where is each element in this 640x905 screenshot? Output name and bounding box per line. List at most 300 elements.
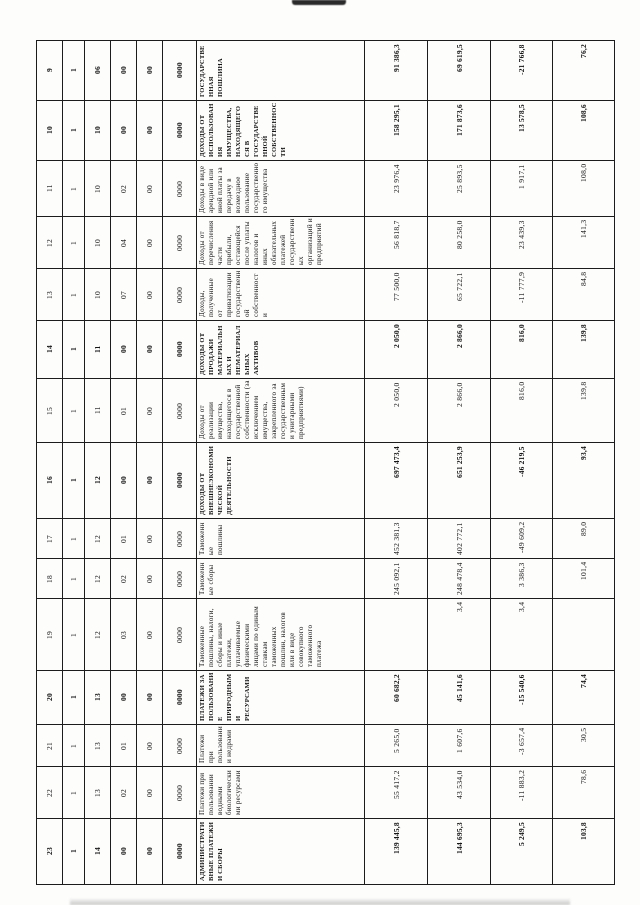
classification-code-cell <box>163 671 197 725</box>
classification-code-cell <box>63 217 85 269</box>
classification-code-cell <box>163 819 197 885</box>
value-cell <box>365 41 428 101</box>
classification-code-cell <box>163 443 197 519</box>
value-cell <box>491 671 553 725</box>
cell-text: ГОСУДАРСТВЕННАЯ ПОШЛИНА <box>199 45 224 97</box>
classification-code-cell <box>85 217 111 269</box>
classification-code-cell <box>63 41 85 101</box>
classification-code-cell <box>85 379 111 443</box>
cell-text: 139 445,8 <box>391 822 401 854</box>
cell-text: -46 219,5 <box>517 446 526 477</box>
classification-code-cell <box>85 767 111 819</box>
value-cell <box>365 269 428 321</box>
cell-text: 103,8 <box>579 822 588 840</box>
cell-text: 69 619,5 <box>454 44 464 72</box>
cell-text: 3,4 <box>454 602 464 613</box>
cell-text: 17 <box>45 534 54 543</box>
cell-text: 43 534,0 <box>454 770 464 799</box>
row-number-cell <box>37 379 63 443</box>
classification-code-cell <box>85 725 111 767</box>
value-cell <box>365 819 428 885</box>
cell-text: 45 141,6 <box>454 674 464 702</box>
value-cell <box>491 321 553 379</box>
value-cell <box>428 725 491 767</box>
cell-text: Доходы в виде арендной или иной платы за передачу в возмездное пользование государственного имущества <box>198 162 269 213</box>
classification-code-cell <box>111 321 137 379</box>
cell-text: 12 <box>93 534 102 543</box>
classification-code-cell <box>111 379 137 443</box>
cell-text: 91 386,3 <box>391 44 401 72</box>
cell-text: 816,0 <box>517 382 526 401</box>
cell-text: 12 <box>93 574 102 583</box>
cell-text: -21 766,8 <box>517 44 526 75</box>
cell-text: 10 <box>93 290 102 299</box>
classification-code-cell <box>111 599 137 671</box>
value-cell <box>553 671 615 725</box>
value-cell <box>491 101 553 161</box>
value-cell <box>365 101 428 161</box>
cell-text: 23 <box>45 847 54 856</box>
value-cell <box>491 599 553 671</box>
classification-code-cell <box>111 819 137 885</box>
value-cell <box>553 321 615 379</box>
classification-code-cell <box>163 767 197 819</box>
value-cell <box>428 321 491 379</box>
cell-text: 1 <box>69 743 78 748</box>
cell-text: 21 <box>45 741 54 750</box>
classification-code-cell <box>85 519 111 559</box>
cell-text: 0000 <box>175 180 184 197</box>
value-cell <box>491 41 553 101</box>
classification-code-cell <box>163 321 197 379</box>
item-name-cell <box>197 379 365 443</box>
cell-text: 108,6 <box>579 104 588 122</box>
cell-text: 13 <box>93 693 102 702</box>
cell-text: Таможенные пошлины <box>198 522 224 555</box>
cell-text: 144 695,3 <box>454 822 464 854</box>
row-number-cell <box>37 819 63 885</box>
cell-text: 141,3 <box>579 220 588 239</box>
cell-text: 697 473,4 <box>391 446 401 478</box>
value-cell <box>365 443 428 519</box>
item-name-cell <box>197 41 365 101</box>
cell-text: 01 <box>119 741 128 750</box>
cell-text: 10 <box>45 126 54 135</box>
cell-text: ДОХОДЫ ОТ ПРОДАЖИ МАТЕРИАЛЬНЫХ И НЕМАТЕРИАЛЬНЫХ АКТИВОВ <box>199 325 260 375</box>
cell-text: 1 <box>69 478 78 483</box>
row-number-cell <box>37 161 63 217</box>
classification-code-cell <box>111 101 137 161</box>
cell-text: -15 540,6 <box>517 674 526 705</box>
cell-text: 76,2 <box>579 44 588 58</box>
cell-text: 12 <box>93 476 102 485</box>
cell-text: 56 818,7 <box>391 220 401 249</box>
value-cell <box>553 519 615 559</box>
cell-text: 00 <box>145 345 154 354</box>
cell-text: Доходы, полученные от приватизации государственной собственности <box>198 270 269 317</box>
cell-text: 14 <box>93 847 102 856</box>
value-cell <box>428 41 491 101</box>
classification-code-cell <box>111 767 137 819</box>
cell-text: 30,5 <box>579 728 588 743</box>
item-name-cell <box>197 671 365 725</box>
classification-code-cell <box>63 671 85 725</box>
classification-code-cell <box>137 217 163 269</box>
value-cell <box>428 379 491 443</box>
value-cell <box>428 559 491 599</box>
classification-code-cell <box>137 443 163 519</box>
classification-code-cell <box>85 559 111 599</box>
value-cell <box>491 269 553 321</box>
value-cell <box>365 671 428 725</box>
cell-text: 02 <box>119 788 128 797</box>
row-number-cell <box>37 599 63 671</box>
cell-text: 00 <box>145 184 154 193</box>
value-cell <box>365 161 428 217</box>
cell-text: 0000 <box>175 737 184 754</box>
classification-code-cell <box>63 519 85 559</box>
cell-text: 00 <box>145 66 154 75</box>
cell-text: 5 265,0 <box>391 728 401 753</box>
value-cell <box>491 767 553 819</box>
value-cell <box>365 559 428 599</box>
classification-code-cell <box>63 559 85 599</box>
value-cell <box>428 519 491 559</box>
value-cell <box>491 725 553 767</box>
cell-text: 03 <box>119 630 128 639</box>
cell-text: 651 253,9 <box>454 446 464 478</box>
cell-text: -11 777,9 <box>517 272 526 304</box>
cell-text: 0000 <box>175 286 184 303</box>
value-cell <box>428 217 491 269</box>
cell-text: Доходы от перечисления части прибыли, остающейся после уплаты налогов и иных обязательных платежей государственных организаций и предприятий <box>198 218 323 265</box>
classification-code-cell <box>163 559 197 599</box>
cell-text: 00 <box>145 290 154 299</box>
cell-text: 00 <box>145 741 154 750</box>
classification-code-cell <box>85 161 111 217</box>
classification-code-cell <box>137 269 163 321</box>
classification-code-cell <box>137 519 163 559</box>
row-number-cell <box>37 101 63 161</box>
cell-text: 20 <box>45 693 54 702</box>
cell-text: 00 <box>119 126 128 135</box>
cell-text: ДОХОДЫ ОТ ВНЕШНЕЭКОНОМИЧЕСКОЙ ДЕЯТЕЛЬНОСТИ <box>199 445 233 515</box>
value-cell <box>553 725 615 767</box>
value-cell <box>553 379 615 443</box>
cell-text: 00 <box>145 630 154 639</box>
cell-text: 0000 <box>175 784 184 801</box>
value-cell <box>428 269 491 321</box>
cell-text: 1 <box>69 408 78 413</box>
cell-text: 1 <box>69 128 78 133</box>
classification-code-cell <box>111 443 137 519</box>
row-number-cell <box>37 767 63 819</box>
classification-code-cell <box>63 725 85 767</box>
classification-code-cell <box>163 519 197 559</box>
cell-text: 139,8 <box>579 382 588 401</box>
cell-text: 0000 <box>175 122 184 139</box>
cell-text: 00 <box>119 476 128 485</box>
cell-text: 19 <box>45 630 54 639</box>
cell-text: 0000 <box>175 689 184 706</box>
cell-text: Таможенные пошлины, налоги, сборы и иные платежи, уплачиваемые физическими лицами по единым ставкам таможенных пошлин, налогов или в виде совокупного таможенного платежа <box>198 605 323 667</box>
cell-text: 13 <box>45 290 54 299</box>
row-number-cell <box>37 725 63 767</box>
cell-text: 84,8 <box>579 272 588 287</box>
classification-code-cell <box>137 101 163 161</box>
row-number-cell <box>37 519 63 559</box>
value-cell <box>428 161 491 217</box>
classification-code-cell <box>63 443 85 519</box>
value-cell <box>491 161 553 217</box>
cell-text: 1 <box>69 632 78 637</box>
row-number-cell <box>37 559 63 599</box>
cell-text: 93,4 <box>579 446 588 460</box>
classification-code-cell <box>111 41 137 101</box>
cell-text: 14 <box>45 345 54 354</box>
cell-text: 13 578,5 <box>517 104 526 132</box>
cell-text: ДОХОДЫ ОТ ИСПОЛЬЗОВАНИЯ ИМУЩЕСТВА, НАХОДЯЩЕГОСЯ В ГОСУДАРСТВЕННОЙ СОБСТВЕННОСТИ <box>199 102 287 157</box>
cell-text: 1 <box>69 576 78 581</box>
cell-text: ПЛАТЕЖИ ЗА ПОЛЬЗОВАНИЕ ПРИРОДНЫМИ РЕСУРСАМИ <box>199 672 251 721</box>
cell-text: 248 478,4 <box>454 562 464 595</box>
value-cell <box>428 671 491 725</box>
value-cell <box>365 217 428 269</box>
cell-text: 18 <box>45 574 54 583</box>
cell-text: 0000 <box>175 530 184 547</box>
value-cell <box>365 725 428 767</box>
classification-code-cell <box>63 379 85 443</box>
classification-code-cell <box>163 217 197 269</box>
cell-text: 10 <box>93 126 102 135</box>
classification-code-cell <box>63 101 85 161</box>
cell-text: 01 <box>119 406 128 415</box>
cell-text: 0000 <box>175 402 184 419</box>
scan-artifact-bottom <box>70 898 570 905</box>
value-cell <box>365 767 428 819</box>
classification-code-cell <box>137 767 163 819</box>
classification-code-cell <box>85 269 111 321</box>
cell-text: АДМИНИСТРАТИВНЫЕ ПЛАТЕЖИ И СБОРЫ <box>199 821 224 881</box>
cell-text: 1 <box>69 790 78 795</box>
value-cell <box>553 161 615 217</box>
classification-code-cell <box>85 671 111 725</box>
classification-code-cell <box>137 725 163 767</box>
classification-code-cell <box>111 519 137 559</box>
cell-text: 12 <box>45 238 54 247</box>
cell-text: 00 <box>145 238 154 247</box>
cell-text: 0000 <box>175 626 184 643</box>
cell-text: 101,4 <box>579 562 588 581</box>
item-name-cell <box>197 321 365 379</box>
item-name-cell <box>197 217 365 269</box>
classification-code-cell <box>137 41 163 101</box>
value-cell <box>428 599 491 671</box>
item-name-cell <box>197 269 365 321</box>
value-cell <box>365 599 428 671</box>
row-number-cell <box>37 443 63 519</box>
cell-text: 0000 <box>175 341 184 358</box>
row-number-cell <box>37 269 63 321</box>
cell-text: 2 050,0 <box>391 382 401 407</box>
classification-code-cell <box>85 599 111 671</box>
cell-text: 5 249,5 <box>517 822 526 846</box>
value-cell <box>553 443 615 519</box>
cell-text: 11 <box>93 406 102 415</box>
classification-code-cell <box>163 161 197 217</box>
cell-text: 0000 <box>175 570 184 587</box>
cell-text: 2 866,0 <box>454 324 464 348</box>
classification-code-cell <box>85 819 111 885</box>
classification-code-cell <box>63 269 85 321</box>
cell-text: 78,6 <box>579 770 588 785</box>
value-cell <box>491 217 553 269</box>
classification-code-cell <box>111 161 137 217</box>
cell-text: 11 <box>45 184 54 193</box>
classification-code-cell <box>163 599 197 671</box>
classification-code-cell <box>137 671 163 725</box>
item-name-cell <box>197 519 365 559</box>
cell-text: 00 <box>145 476 154 485</box>
cell-text: -3 657,4 <box>517 728 526 756</box>
cell-text: 1 917,1 <box>517 164 526 189</box>
cell-text: 00 <box>145 406 154 415</box>
cell-text: 00 <box>145 847 154 856</box>
classification-code-cell <box>137 321 163 379</box>
item-name-cell <box>197 161 365 217</box>
classification-code-cell <box>63 161 85 217</box>
row-number-cell <box>37 217 63 269</box>
row-number-cell <box>37 41 63 101</box>
value-cell <box>553 101 615 161</box>
classification-code-cell <box>137 819 163 885</box>
value-cell <box>491 559 553 599</box>
cell-text: 07 <box>119 290 128 299</box>
cell-text: 06 <box>93 66 102 75</box>
value-cell <box>428 819 491 885</box>
cell-text: 171 873,6 <box>454 104 464 136</box>
item-name-cell <box>197 101 365 161</box>
value-cell <box>365 519 428 559</box>
classification-code-cell <box>63 321 85 379</box>
item-name-cell <box>197 443 365 519</box>
cell-text: 1 607,6 <box>454 728 464 753</box>
value-cell <box>491 379 553 443</box>
item-name-cell <box>197 767 365 819</box>
value-cell <box>491 819 553 885</box>
cell-text: 1 <box>69 240 78 245</box>
classification-code-cell <box>137 559 163 599</box>
cell-text: 452 381,3 <box>391 522 401 555</box>
classification-code-cell <box>111 269 137 321</box>
cell-text: 13 <box>93 788 102 797</box>
classification-code-cell <box>111 559 137 599</box>
cell-text: 1 <box>69 186 78 191</box>
classification-code-cell <box>85 321 111 379</box>
cell-text: 2 050,0 <box>391 324 401 348</box>
cell-text: 1 <box>69 536 78 541</box>
value-cell <box>553 41 615 101</box>
value-cell <box>365 379 428 443</box>
value-cell <box>428 443 491 519</box>
classification-code-cell <box>111 671 137 725</box>
budget-table <box>36 40 615 885</box>
cell-text: 13 <box>93 741 102 750</box>
value-cell <box>428 767 491 819</box>
cell-text: 10 <box>93 184 102 193</box>
cell-text: 0000 <box>175 62 184 79</box>
classification-code-cell <box>85 443 111 519</box>
classification-code-cell <box>63 767 85 819</box>
cell-text: 89,0 <box>579 522 588 537</box>
cell-text: 10 <box>93 238 102 247</box>
cell-text: 04 <box>119 238 128 247</box>
value-cell <box>553 217 615 269</box>
cell-text: 1 <box>69 695 78 700</box>
cell-text: 9 <box>45 68 54 73</box>
cell-text: 1 <box>69 292 78 297</box>
item-name-cell <box>197 599 365 671</box>
cell-text: 2 866,0 <box>454 382 464 407</box>
item-name-cell <box>197 819 365 885</box>
value-cell <box>553 767 615 819</box>
cell-text: 16 <box>45 476 54 485</box>
cell-text: -49 609,2 <box>517 522 526 554</box>
item-name-cell <box>197 559 365 599</box>
cell-text: 0000 <box>175 472 184 489</box>
cell-text: 11 <box>93 345 102 354</box>
value-cell <box>491 443 553 519</box>
cell-text: 22 <box>45 788 54 797</box>
cell-text: 00 <box>119 345 128 354</box>
cell-text: Платежи при пользовании недрами <box>198 726 233 763</box>
cell-text: 3,4 <box>517 602 526 613</box>
cell-text: 00 <box>119 847 128 856</box>
cell-text: 402 772,1 <box>454 522 464 555</box>
value-cell <box>491 519 553 559</box>
cell-text: 65 722,1 <box>454 272 464 301</box>
cell-text: 60 682,2 <box>391 674 401 702</box>
value-cell <box>553 559 615 599</box>
cell-text: 816,0 <box>517 324 526 342</box>
cell-text: 00 <box>145 574 154 583</box>
classification-code-cell <box>163 379 197 443</box>
cell-text: 15 <box>45 406 54 415</box>
classification-code-cell <box>163 41 197 101</box>
cell-text: 245 092,1 <box>391 562 401 595</box>
cell-text: 12 <box>93 630 102 639</box>
cell-text: 3 386,3 <box>517 562 526 587</box>
cell-text: 23 976,4 <box>391 164 401 193</box>
cell-text: 1 <box>69 849 78 854</box>
cell-text: 80 258,0 <box>454 220 464 249</box>
cell-text: 55 417,2 <box>391 770 401 799</box>
row-number-cell <box>37 671 63 725</box>
classification-code-cell <box>63 599 85 671</box>
cell-text: 00 <box>145 534 154 543</box>
cell-text: 00 <box>145 788 154 797</box>
cell-text: 02 <box>119 184 128 193</box>
cell-text: 77 500,0 <box>391 272 401 301</box>
item-name-cell <box>197 725 365 767</box>
row-number-cell <box>37 321 63 379</box>
cell-text: 25 893,5 <box>454 164 464 193</box>
cell-text: Доходы от реализации имущества, находящегося в государственной собственности (за исключением имущества, закрепленного за государственными унитарными предприятиями) <box>198 380 305 439</box>
value-cell <box>553 819 615 885</box>
value-cell <box>553 599 615 671</box>
cell-text: Таможенные сборы <box>198 562 215 595</box>
classification-code-cell <box>137 599 163 671</box>
